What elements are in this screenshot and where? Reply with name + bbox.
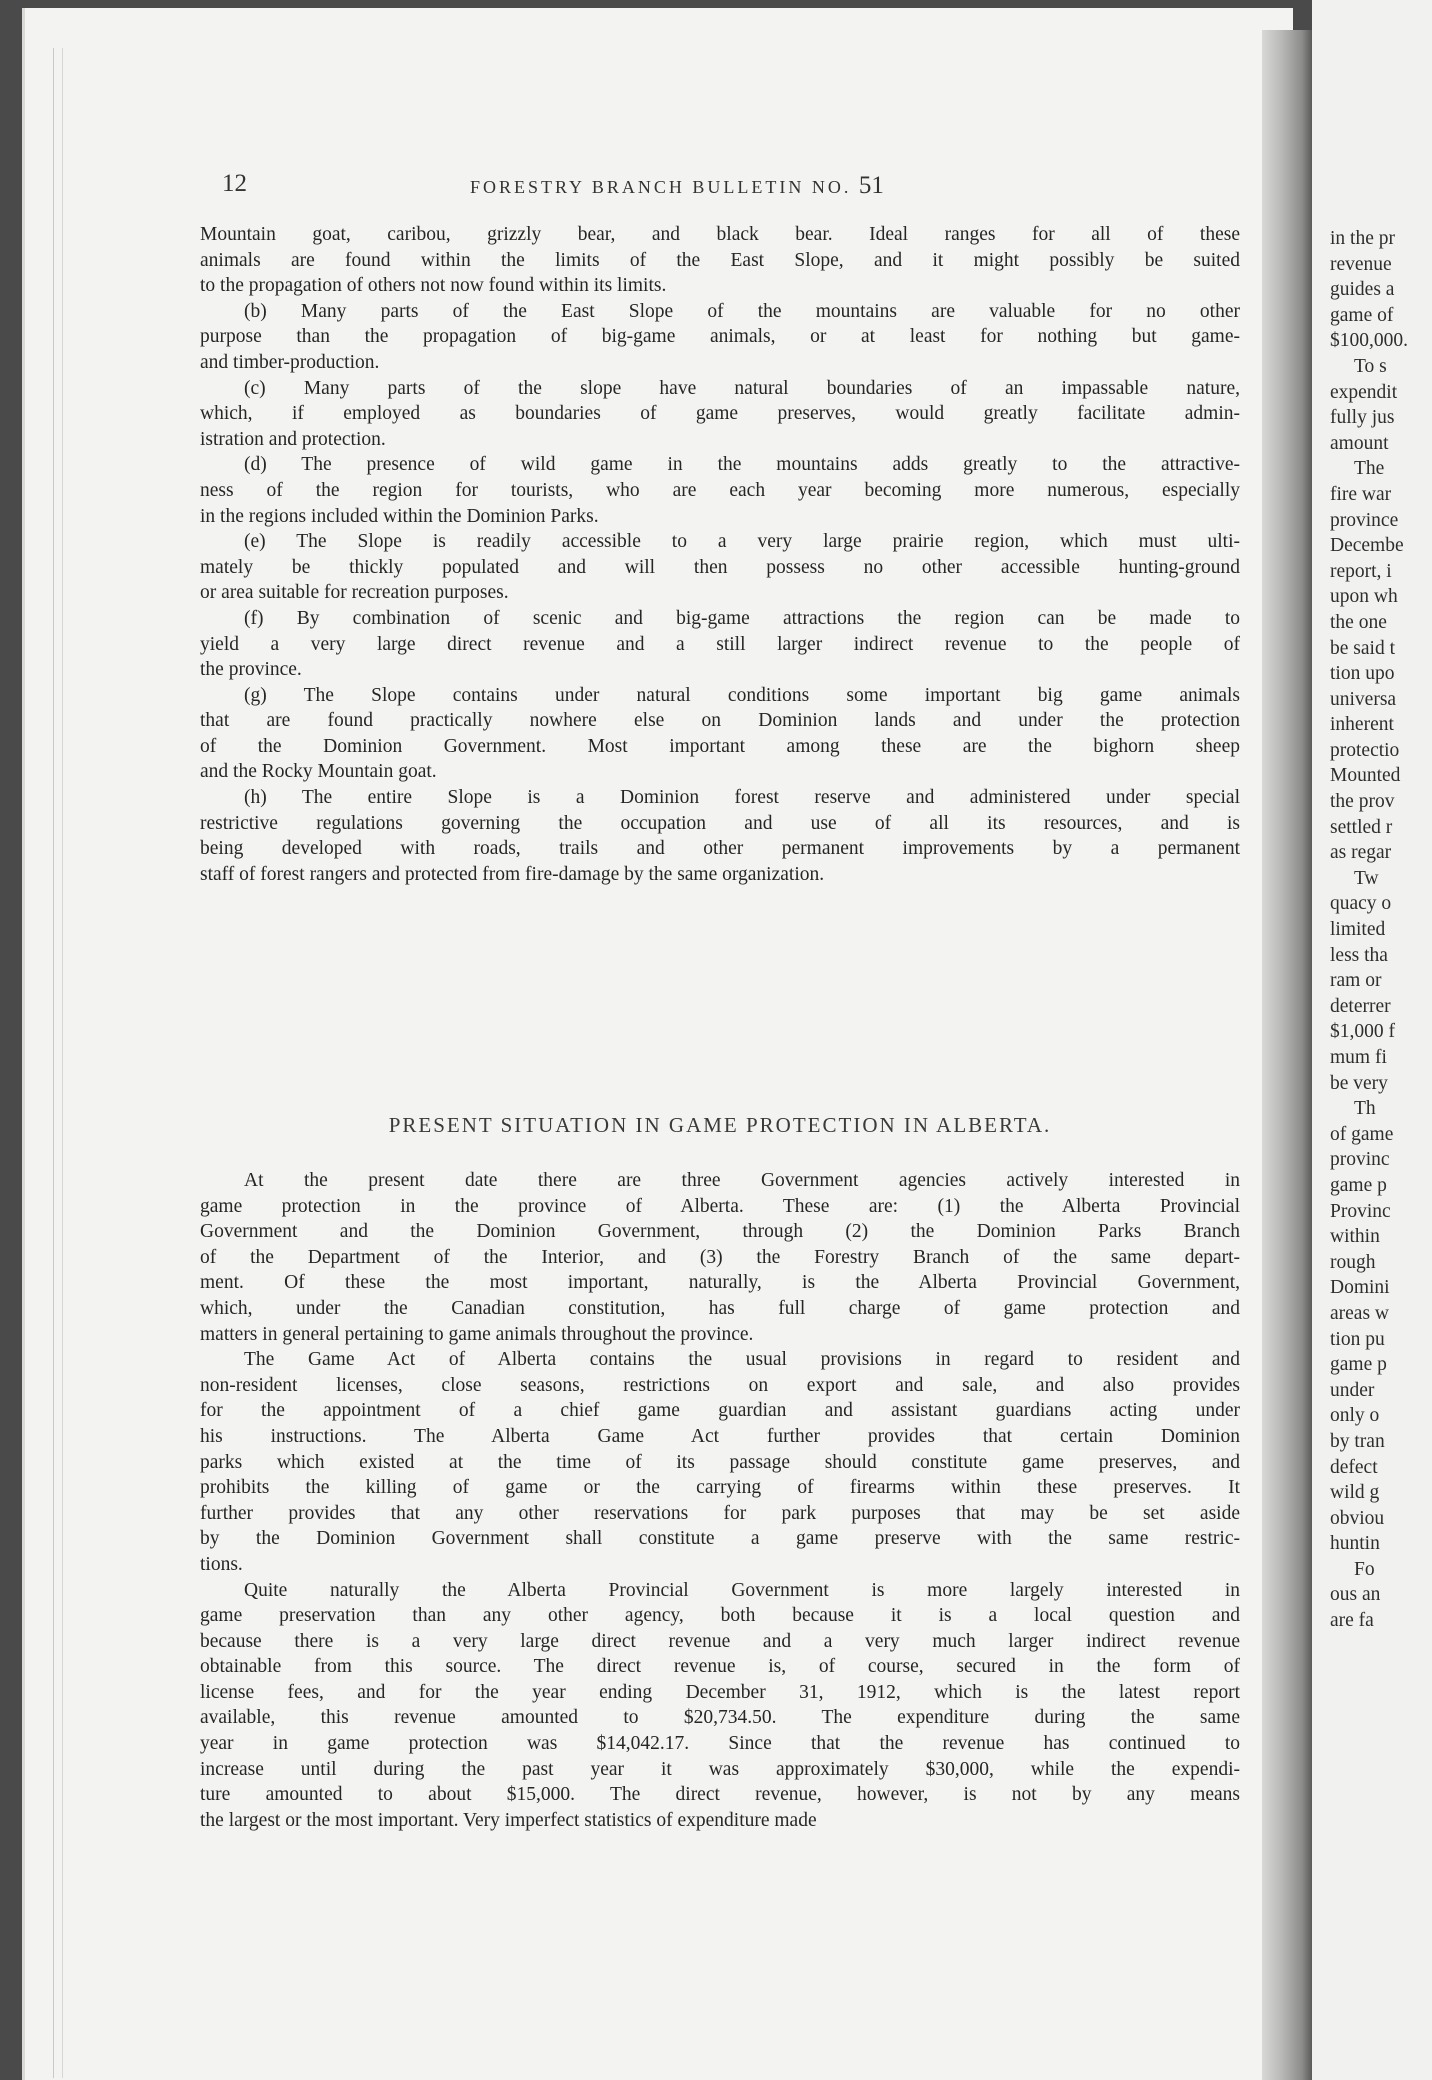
right-page-line: Domini bbox=[1330, 1277, 1390, 1299]
right-page-line: Provinc bbox=[1330, 1200, 1391, 1222]
right-page-line: defect bbox=[1330, 1456, 1378, 1478]
right-page-line: The bbox=[1354, 458, 1385, 480]
right-page-line: $1,000 f bbox=[1330, 1021, 1395, 1043]
text-line: game preservation than any other agency, both because it is a local question and bbox=[200, 1605, 1240, 1627]
right-page-line: limited bbox=[1330, 919, 1386, 941]
bulletin-number: 51 bbox=[858, 172, 884, 199]
right-page-line: are fa bbox=[1330, 1610, 1374, 1632]
right-page-line: To s bbox=[1354, 355, 1387, 377]
right-page-line: be said t bbox=[1330, 637, 1395, 659]
text-line: Quite naturally the Alberta Provincial Government is more largely interested in bbox=[244, 1579, 1240, 1601]
right-page-line: areas w bbox=[1330, 1302, 1390, 1324]
text-line: At the present date there are three Government agencies actively interested in bbox=[244, 1170, 1240, 1191]
text-line: (h) The entire Slope is a Dominion forest reserve and administered under special bbox=[244, 787, 1240, 809]
right-page-line: province bbox=[1330, 509, 1399, 531]
text-line: ture amounted to about $15,000. The direct revenue, however, is not by any means bbox=[200, 1784, 1240, 1806]
text-line: tions. bbox=[200, 1553, 243, 1575]
right-page-line: revenue bbox=[1330, 253, 1392, 275]
text-line: by the Dominion Government shall constitute a game preserve with the same restric- bbox=[200, 1528, 1240, 1550]
text-line: or area suitable for recreation purposes. bbox=[200, 582, 509, 604]
right-page-line: Decembe bbox=[1330, 535, 1404, 557]
text-line: prohibits the killing of game or the carrying of firearms within these preserves. It bbox=[200, 1477, 1240, 1499]
right-page-line: amount bbox=[1330, 432, 1389, 454]
page-edge-lines bbox=[53, 48, 63, 2078]
right-page-line: tion upo bbox=[1330, 663, 1395, 685]
text-line: obtainable from this source. The direct revenue is, of course, secured in the form of bbox=[200, 1656, 1240, 1678]
text-line: because there is a very large direct revenue and a very much larger indirect revenue bbox=[200, 1630, 1240, 1652]
text-line: ment. Of these the most important, naturally, is the Alberta Provincial Government, bbox=[200, 1272, 1240, 1294]
text-line: (e) The Slope is readily accessible to a very large prairie region, which must ulti- bbox=[244, 531, 1240, 553]
right-page-line: under bbox=[1330, 1379, 1375, 1401]
text-line: (c) Many parts of the slope have natural boundaries of an impassable nature, bbox=[244, 377, 1240, 399]
text-line: his instructions. The Alberta Game Act further provides that certain Dominion bbox=[200, 1425, 1240, 1447]
right-page-line: inherent bbox=[1330, 714, 1394, 736]
text-line: that are found practically nowhere else on Dominion lands and under the protection bbox=[200, 710, 1240, 732]
text-line: Government and the Dominion Government, through (2) the Dominion Parks Branch bbox=[200, 1221, 1240, 1243]
text-line: matters in general pertaining to game animals throughout the province. bbox=[200, 1323, 754, 1345]
right-page-line: Tw bbox=[1354, 867, 1379, 889]
right-page-line: less tha bbox=[1330, 944, 1388, 966]
right-page-line: Fo bbox=[1354, 1558, 1375, 1580]
right-page-line: upon wh bbox=[1330, 586, 1398, 608]
right-page-line: universa bbox=[1330, 688, 1397, 710]
right-page-line: as regar bbox=[1330, 842, 1392, 864]
right-page-line: the one bbox=[1330, 611, 1387, 633]
right-page-line: report, i bbox=[1330, 560, 1392, 582]
text-line: restrictive regulations governing the occupation and use of all its resources, and is bbox=[200, 812, 1240, 834]
text-line: (g) The Slope contains under natural conditions some important big game animals bbox=[244, 684, 1240, 706]
text-line: purpose than the propagation of big-game animals, or at least for nothing but game- bbox=[200, 326, 1240, 348]
right-page-line: ous an bbox=[1330, 1584, 1381, 1606]
right-page-line: huntin bbox=[1330, 1533, 1380, 1555]
text-line: of the Dominion Government. Most important among these are the bighorn sheep bbox=[200, 735, 1240, 757]
text-line: available, this revenue amounted to $20,734.50. The expenditure during the same bbox=[200, 1707, 1240, 1729]
right-page-line: game p bbox=[1330, 1354, 1387, 1376]
text-line: in the regions included within the Dominion Parks. bbox=[200, 505, 599, 527]
right-page-line: game of bbox=[1330, 304, 1394, 326]
text-line: animals are found within the limits of the East Slope, and it might possibly be suited bbox=[200, 249, 1240, 271]
right-page-line: expendit bbox=[1330, 381, 1398, 403]
text-line: game protection in the province of Alberta. These are: (1) the Alberta Provincial bbox=[200, 1195, 1240, 1217]
text-line: to the propagation of others not now found within its limits. bbox=[200, 275, 667, 297]
text-line: parks which existed at the time of its passage should constitute game preserves, and bbox=[200, 1451, 1240, 1473]
bulletin-title: FORESTRY BRANCH BULLETIN NO. bbox=[470, 177, 852, 197]
right-page-line: mum fi bbox=[1330, 1047, 1387, 1068]
right-page-line: ram or bbox=[1330, 970, 1382, 992]
text-line: Mountain goat, caribou, grizzly bear, and black bear. Ideal ranges for all of these bbox=[200, 224, 1240, 245]
right-page-line: quacy o bbox=[1330, 893, 1392, 915]
right-page-line: guides a bbox=[1330, 279, 1395, 301]
right-page-line: fully jus bbox=[1330, 407, 1395, 429]
text-block-list bbox=[200, 222, 1240, 887]
text-line: the province. bbox=[200, 659, 302, 681]
text-line: (d) The presence of wild game in the mountains adds greatly to the attractive- bbox=[244, 454, 1240, 476]
text-block-situation bbox=[200, 1168, 1240, 1833]
right-page-line: rough bbox=[1330, 1251, 1376, 1273]
right-page-line: Mounted bbox=[1330, 765, 1401, 787]
text-line: which, under the Canadian constitution, has full charge of game protection and bbox=[200, 1297, 1240, 1319]
right-page-line: obviou bbox=[1330, 1507, 1385, 1529]
book-spine-shadow bbox=[1262, 30, 1312, 2080]
text-line: (f) By combination of scenic and big-game attractions the region can be made to bbox=[244, 607, 1240, 629]
text-line: (b) Many parts of the East Slope of the mountains are valuable for no other bbox=[244, 300, 1240, 322]
right-page-line: within bbox=[1330, 1226, 1380, 1248]
right-page-line: the prov bbox=[1330, 791, 1395, 813]
right-page-line: provinc bbox=[1330, 1149, 1390, 1171]
text-line: ness of the region for tourists, who are each year becoming more numerous, especially bbox=[200, 479, 1240, 501]
text-line: istration and protection. bbox=[200, 428, 386, 450]
text-line: license fees, and for the year ending December 31, 1912, which is the latest report bbox=[200, 1681, 1240, 1703]
text-line: being developed with roads, trails and other permanent improvements by a permanent bbox=[200, 838, 1240, 860]
text-line: year in game protection was $14,042.17. Since that the revenue has continued to bbox=[200, 1733, 1240, 1755]
text-line: of the Department of the Interior, and (3) the Forestry Branch of the same depart- bbox=[200, 1246, 1240, 1268]
right-page-line: be very bbox=[1330, 1072, 1388, 1094]
right-page-line: by tran bbox=[1330, 1430, 1385, 1452]
text-line: non-resident licenses, close seasons, restrictions on export and sale, and also provides bbox=[200, 1374, 1240, 1396]
right-page-line: only o bbox=[1330, 1405, 1380, 1427]
right-page-line: game p bbox=[1330, 1174, 1387, 1196]
text-line: increase until during the past year it was approximately $30,000, while the expendi- bbox=[200, 1758, 1240, 1780]
right-page-text bbox=[1330, 226, 1432, 1634]
text-line: and timber-production. bbox=[200, 351, 380, 373]
text-line: the largest or the most important. Very imperfect statistics of expenditure made bbox=[200, 1809, 817, 1831]
page-number: 12 bbox=[222, 170, 247, 197]
right-page-line: settled r bbox=[1330, 816, 1393, 838]
right-page-line: $100,000. bbox=[1330, 330, 1408, 352]
section-heading: PRESENT SITUATION IN GAME PROTECTION IN ALBERTA. bbox=[388, 1113, 1052, 1137]
text-line: which, if employed as boundaries of game preserves, would greatly facilitate admin- bbox=[200, 403, 1240, 425]
text-line: for the appointment of a chief game guardian and assistant guardians acting under bbox=[200, 1400, 1240, 1422]
text-line: mately be thickly populated and will then possess no other accessible hunting-ground bbox=[200, 556, 1240, 578]
running-head bbox=[200, 170, 1240, 200]
right-page-line: fire war bbox=[1330, 483, 1392, 505]
running-head-title bbox=[470, 172, 884, 200]
right-page-line: in the pr bbox=[1330, 228, 1395, 249]
text-line: and the Rocky Mountain goat. bbox=[200, 761, 437, 783]
text-line: The Game Act of Alberta contains the usual provisions in regard to resident and bbox=[244, 1349, 1240, 1371]
right-page-line: wild g bbox=[1330, 1482, 1380, 1504]
right-page-line: Th bbox=[1354, 1098, 1376, 1120]
text-line: further provides that any other reservations for park purposes that may be set aside bbox=[200, 1502, 1240, 1524]
right-page-line: protectio bbox=[1330, 739, 1400, 761]
right-page-line: tion pu bbox=[1330, 1328, 1385, 1350]
text-line: staff of forest rangers and protected from fire-damage by the same organization. bbox=[200, 863, 825, 885]
right-page-line: deterrer bbox=[1330, 995, 1391, 1017]
right-page-line: of game bbox=[1330, 1123, 1394, 1145]
text-line: yield a very large direct revenue and a still larger indirect revenue to the people of bbox=[200, 633, 1240, 655]
